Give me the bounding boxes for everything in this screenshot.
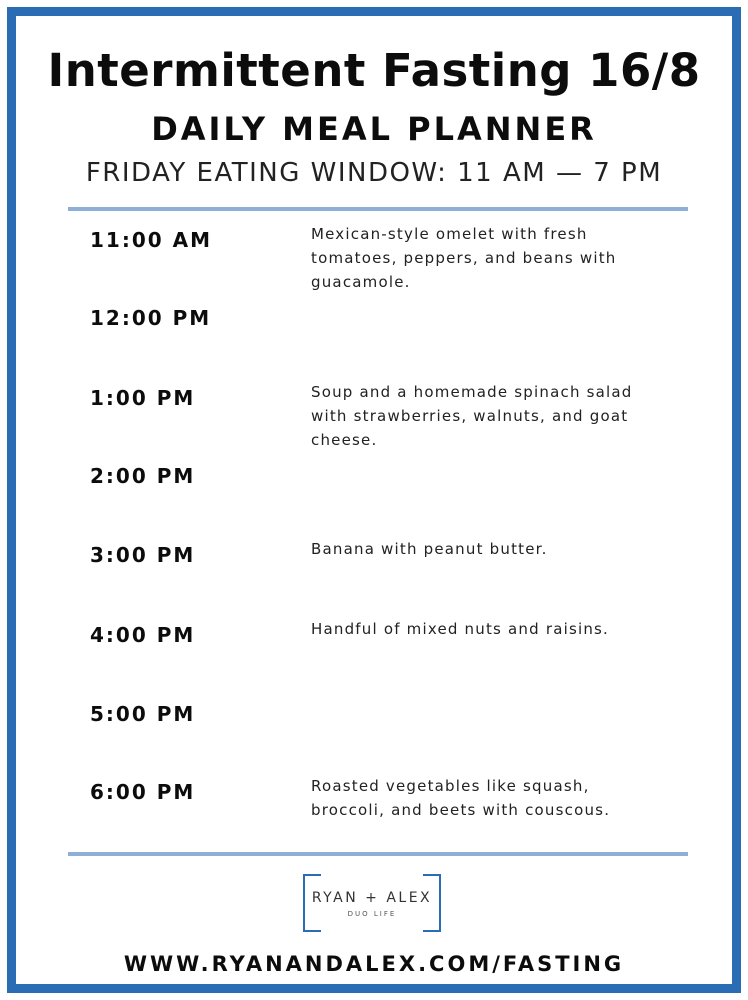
logo-sub-text: DUO LIFE: [347, 910, 397, 918]
meal-description: Banana with peanut butter.: [311, 540, 548, 558]
page-subtitle: DAILY MEAL PLANNER: [151, 110, 597, 148]
time-label: 2:00 PM: [90, 464, 196, 488]
meal-description: Handful of mixed nuts and raisins.: [311, 620, 610, 638]
time-label: 6:00 PM: [90, 780, 196, 804]
eating-window-label: FRIDAY EATING WINDOW: 11 AM — 7 PM: [85, 158, 663, 188]
meal-description: Soup and a homemade spinach salad with strawberries, walnuts, and goat cheese.: [311, 383, 633, 449]
bottom-divider: [68, 852, 688, 856]
time-label: 11:00 AM: [90, 228, 213, 252]
time-label: 4:00 PM: [90, 623, 196, 647]
top-divider: [68, 207, 688, 211]
page-border: [7, 7, 741, 993]
brand-logo: [303, 874, 441, 932]
time-label: 5:00 PM: [90, 702, 196, 726]
logo-main-text: RYAN + ALEX: [311, 890, 433, 906]
website-url: WWW.RYANANDALEX.COM/FASTING: [123, 952, 625, 976]
page-title: Intermittent Fasting 16/8: [47, 44, 701, 97]
time-label: 3:00 PM: [90, 543, 196, 567]
time-label: 12:00 PM: [90, 306, 212, 330]
meal-description: Roasted vegetables like squash, broccoli, and beets with couscous.: [311, 777, 611, 819]
time-label: 1:00 PM: [90, 386, 196, 410]
meal-description: Mexican-style omelet with fresh tomatoes, peppers, and beans with guacamole.: [311, 225, 617, 291]
